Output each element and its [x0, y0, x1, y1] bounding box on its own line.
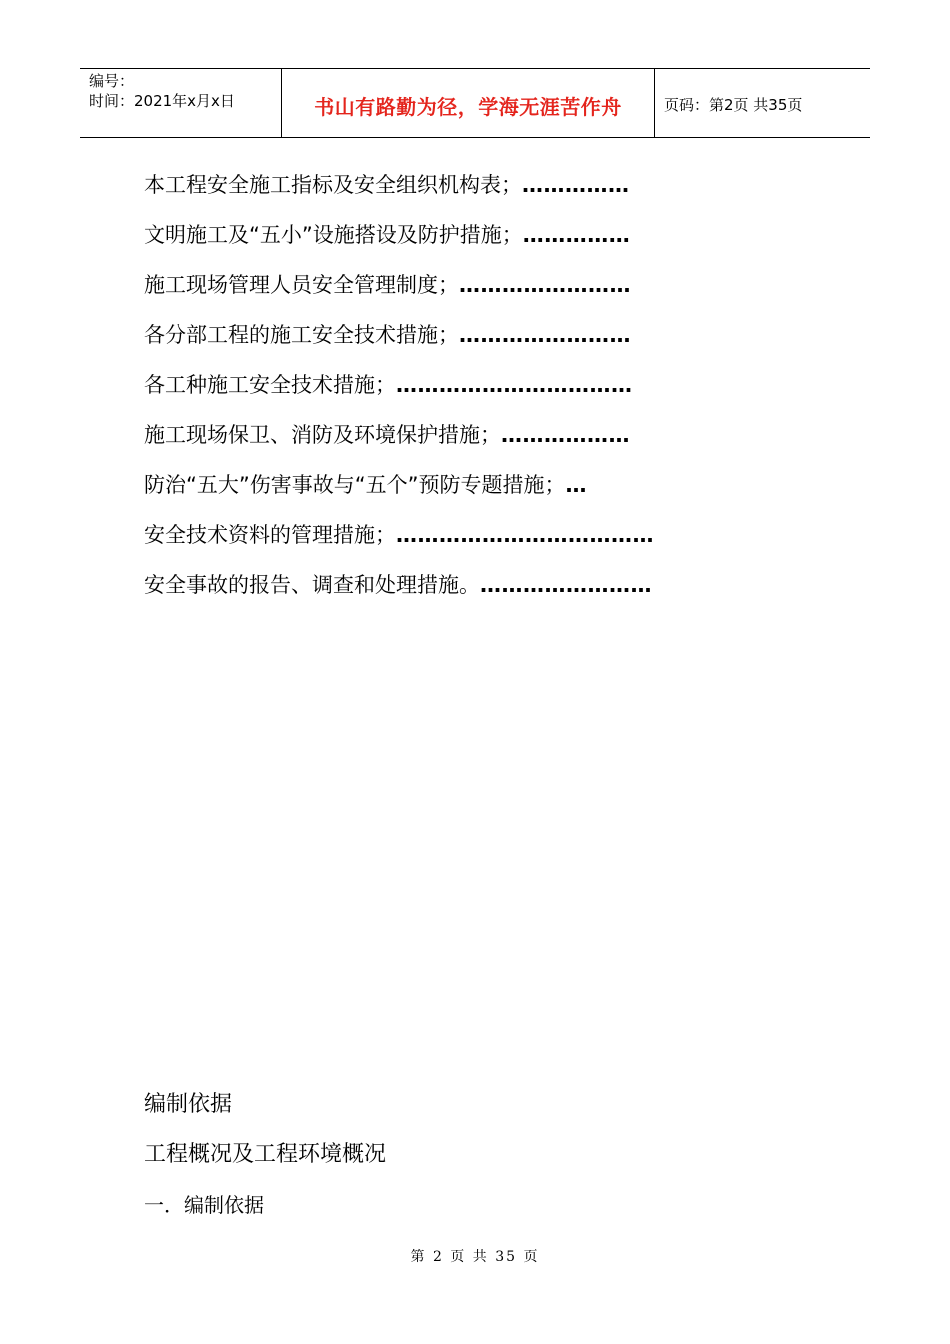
toc-item: 施工现场管理人员安全管理制度；…………………… — [144, 273, 631, 297]
section-heading-basis: 编制依据 — [144, 1092, 233, 1117]
toc-item: 施工现场保卫、消防及环境保护措施；……………… — [144, 423, 630, 447]
toc-item: 文明施工及“五小”设施搭设及防护措施；…………… — [144, 223, 631, 247]
toc-leader-dots: ……………… — [501, 423, 630, 447]
page-header — [80, 68, 870, 138]
toc-leader-dots: ……………………………… — [396, 523, 654, 547]
time-label: 时间：2021年x月x日 — [89, 92, 235, 110]
serial-label: 编号： — [89, 72, 135, 90]
header-motto-cell — [282, 69, 655, 137]
toc-item: 各工种施工安全技术措施；…………………………… — [144, 373, 633, 397]
toc-item: 安全技术资料的管理措施；……………………………… — [144, 523, 654, 547]
motto-text: 书山有路勤为径，学海无涯苦作舟 — [314, 95, 622, 119]
header-page-cell — [655, 69, 870, 137]
page-footer: 第 2 页 共 35 页 — [410, 1249, 540, 1265]
toc-item: 本工程安全施工指标及安全组织机构表；…………… — [144, 173, 630, 197]
toc-item: 各分部工程的施工安全技术措施；…………………… — [144, 323, 631, 347]
toc-leader-dots: …………………………… — [396, 373, 633, 397]
toc-leader-dots: … — [565, 473, 588, 497]
toc-leader-dots: …………… — [522, 223, 631, 247]
toc-leader-dots: …………………… — [459, 323, 631, 347]
table-of-contents — [144, 168, 804, 618]
toc-leader-dots: …………… — [522, 173, 630, 197]
toc-leader-dots: …………………… — [459, 273, 631, 297]
toc-item: 安全事故的报告、调查和处理措施。…………………… — [144, 573, 652, 597]
section-heading-overview: 工程概况及工程环境概况 — [144, 1142, 387, 1167]
subsection-heading-basis: 一．编制依据 — [144, 1193, 264, 1217]
toc-item: 防治“五大”伤害事故与“五个”预防专题措施；… — [144, 473, 588, 497]
toc-leader-dots: …………………… — [480, 573, 652, 597]
page-code: 页码：第2页 共35页 — [664, 96, 803, 114]
header-meta-cell — [80, 69, 282, 137]
